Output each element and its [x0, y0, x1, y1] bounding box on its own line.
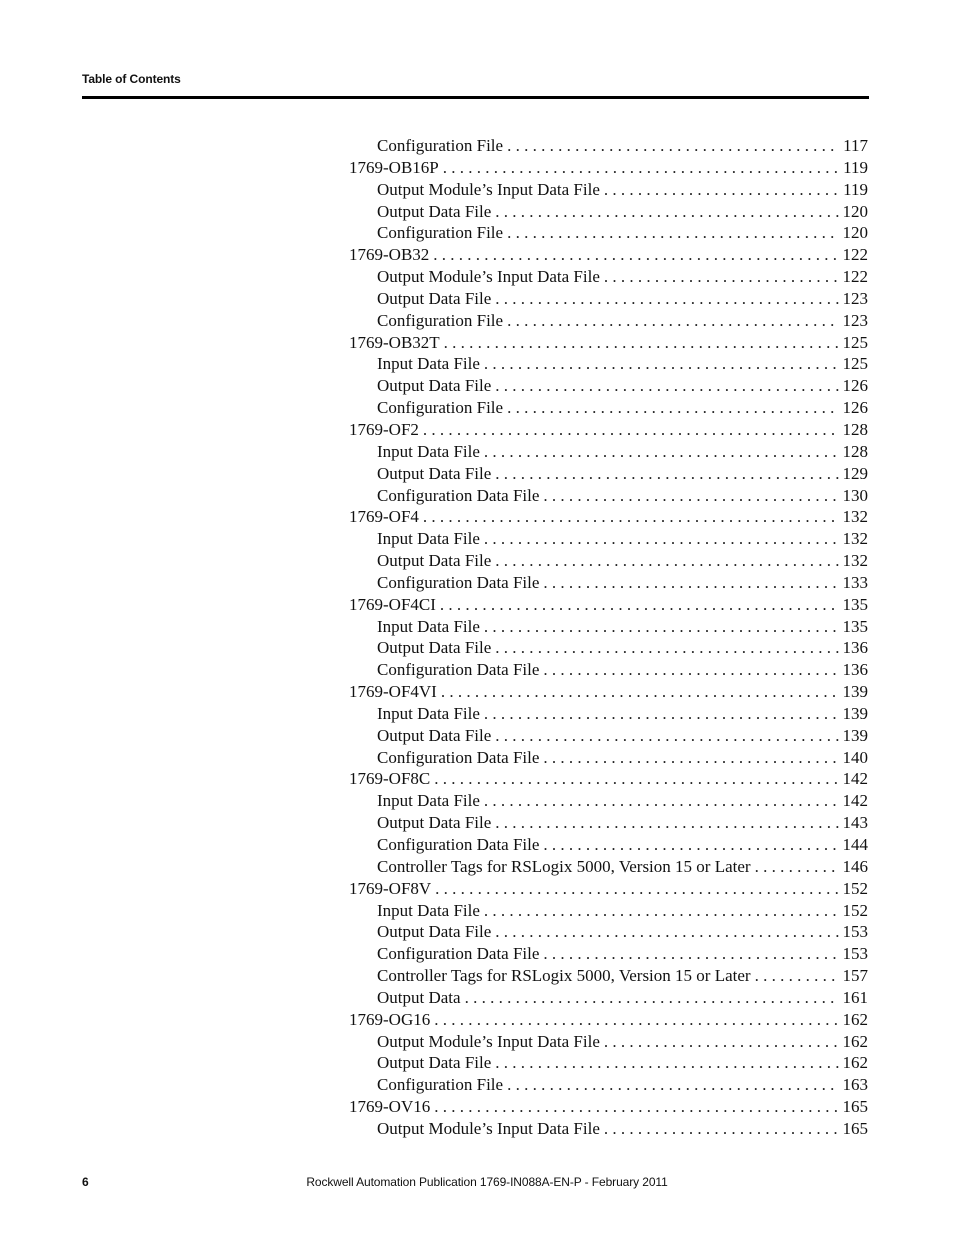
toc-entry-title: 1769-OB16P: [349, 157, 439, 177]
toc-entry-title: Controller Tags for RSLogix 5000, Version 15 or Later: [377, 856, 751, 876]
toc-dot-leader: [495, 375, 839, 397]
toc-entry-subsection[interactable]: [349, 616, 868, 638]
toc-entry-subsection[interactable]: [349, 900, 868, 922]
toc-entry-section[interactable]: [349, 157, 868, 179]
toc-entry-page: 152: [842, 878, 868, 898]
toc-entry-title: Output Data File: [377, 551, 492, 571]
toc-entry-page: 162: [842, 1053, 868, 1073]
toc-entry-title: Configuration File: [377, 310, 504, 330]
toc-entry-subsection[interactable]: [349, 659, 868, 681]
toc-dot-leader: [495, 550, 839, 572]
toc-dot-leader: [507, 1074, 839, 1096]
toc-entry-page: 132: [842, 507, 868, 527]
toc-dot-leader: [495, 921, 839, 943]
toc-entry-title: Controller Tags for RSLogix 5000, Version 15 or Later: [377, 966, 751, 986]
toc-entry-page: 135: [842, 616, 868, 636]
toc-entry-title: 1769-OF2: [349, 419, 419, 439]
toc-dot-leader: [543, 747, 839, 769]
toc-entry-subsection[interactable]: [349, 397, 868, 419]
toc-entry-subsection[interactable]: [349, 1118, 868, 1140]
toc-dot-leader: [755, 856, 839, 878]
toc-entry-subsection[interactable]: [349, 310, 868, 332]
toc-entry-page: 126: [842, 398, 868, 418]
publication-footer: Rockwell Automation Publication 1769-IN088A-EN-P - February 2011: [306, 1175, 668, 1189]
toc-entry-title: 1769-OV16: [349, 1097, 431, 1117]
toc-entry-page: 139: [842, 725, 868, 745]
toc-entry-title: Output Data File: [377, 813, 492, 833]
toc-entry-page: 142: [842, 769, 868, 789]
toc-dot-leader: [484, 616, 839, 638]
toc-entry-page: 136: [842, 660, 868, 680]
toc-entry-page: 143: [842, 813, 868, 833]
toc-dot-leader: [440, 594, 839, 616]
toc-entry-subsection[interactable]: [349, 987, 868, 1009]
toc-entry-title: Configuration File: [377, 223, 504, 243]
toc-entry-title: 1769-OG16: [349, 1009, 431, 1029]
toc-entry-page: 163: [842, 1075, 868, 1095]
toc-entry-section[interactable]: [349, 244, 868, 266]
toc-entry-subsection[interactable]: [349, 135, 868, 157]
toc-entry-title: 1769-OF4VI: [349, 682, 437, 702]
toc-dot-leader: [465, 987, 839, 1009]
toc-dot-leader: [484, 441, 839, 463]
toc-dot-leader: [484, 528, 839, 550]
toc-entry-page: 119: [843, 157, 868, 177]
toc-dot-leader: [604, 1118, 839, 1140]
toc-entry-page: 125: [842, 332, 868, 352]
toc-entry-title: Output Data File: [377, 1053, 492, 1073]
toc-dot-leader: [495, 812, 839, 834]
toc-entry-page: 129: [842, 463, 868, 483]
toc-entry-page: 140: [842, 747, 868, 767]
toc-entry-subsection[interactable]: [349, 834, 868, 856]
toc-dot-leader: [543, 485, 839, 507]
toc-entry-section[interactable]: [349, 681, 868, 703]
toc-entry-page: 133: [842, 572, 868, 592]
toc-entry-title: Configuration Data File: [377, 485, 540, 505]
page-number: 6: [82, 1175, 89, 1189]
toc-entry-subsection[interactable]: [349, 921, 868, 943]
toc-entry-title: 1769-OF8V: [349, 878, 432, 898]
toc-dot-leader: [507, 310, 839, 332]
toc-entry-subsection[interactable]: [349, 856, 868, 878]
toc-entry-section[interactable]: [349, 506, 868, 528]
toc-entry-section[interactable]: [349, 768, 868, 790]
toc-dot-leader: [434, 768, 839, 790]
toc-entry-page: 146: [842, 856, 868, 876]
toc-dot-leader: [433, 244, 839, 266]
toc-entry-page: 122: [842, 245, 868, 265]
toc-dot-leader: [434, 1009, 839, 1031]
toc-entry-subsection[interactable]: [349, 179, 868, 201]
toc-entry-title: Output Data File: [377, 725, 492, 745]
toc-entry-title: Output Data File: [377, 463, 492, 483]
toc-dot-leader: [543, 834, 839, 856]
toc-entry-title: Configuration Data File: [377, 835, 540, 854]
toc-dot-leader: [484, 790, 839, 812]
toc-entry-subsection[interactable]: [349, 266, 868, 288]
toc-entry-subsection[interactable]: [349, 965, 868, 987]
toc-entry-subsection[interactable]: [349, 528, 868, 550]
toc-entry-title: 1769-OF4: [349, 507, 419, 527]
toc-entry-subsection[interactable]: [349, 790, 868, 812]
toc-entry-title: Output Data File: [377, 376, 492, 396]
toc-dot-leader: [495, 637, 839, 659]
toc-entry-title: Input Data File: [377, 791, 480, 811]
toc-entry-title: Output Data File: [377, 638, 492, 658]
toc-entry-title: Output Data: [377, 987, 461, 1007]
toc-dot-leader: [444, 332, 839, 354]
toc-entry-page: 119: [843, 179, 868, 199]
toc-entry-subsection[interactable]: [349, 1031, 868, 1053]
toc-dot-leader: [435, 878, 839, 900]
toc-entry-subsection[interactable]: [349, 747, 868, 769]
toc-entry-page: 161: [842, 987, 868, 1007]
toc-entry-page: 139: [842, 682, 868, 702]
toc-dot-leader: [484, 703, 839, 725]
toc-entry-page: 123: [842, 288, 868, 308]
toc-dot-leader: [495, 288, 839, 310]
toc-entry-subsection[interactable]: [349, 375, 868, 397]
toc-dot-leader: [755, 965, 839, 987]
toc-entry-page: 157: [842, 966, 868, 986]
toc-entry-subsection[interactable]: [349, 353, 868, 375]
toc-dot-leader: [434, 1096, 839, 1118]
toc-entry-page: 132: [842, 551, 868, 571]
toc-entry-section[interactable]: [349, 1009, 868, 1031]
toc-entry-page: 136: [842, 638, 868, 658]
toc-entry-subsection[interactable]: [349, 1074, 868, 1096]
toc-entry-page: 162: [842, 1009, 868, 1029]
toc-dot-leader: [441, 681, 839, 703]
toc-entry-title: Output Module’s Input Data File: [377, 179, 600, 199]
toc-dot-leader: [484, 900, 839, 922]
toc-entry-section[interactable]: [349, 332, 868, 354]
toc-dot-leader: [507, 397, 839, 419]
toc-entry-title: Configuration File: [377, 1075, 504, 1095]
toc-entry-page: 153: [842, 922, 868, 942]
toc-dot-leader: [495, 463, 839, 485]
toc-entry-title: Input Data File: [377, 354, 480, 374]
toc-dot-leader: [507, 222, 839, 244]
toc-entry-title: 1769-OF8C: [349, 769, 431, 789]
toc-entry-title: Output Module’s Input Data File: [377, 1031, 600, 1051]
toc-entry-page: 130: [842, 485, 868, 505]
toc-entry-title: Output Data File: [377, 201, 492, 221]
toc-entry-page: 152: [842, 900, 868, 920]
toc-dot-leader: [543, 943, 839, 965]
toc-entry-subsection[interactable]: [349, 943, 868, 965]
toc-entry-title: Configuration Data File: [377, 944, 540, 964]
header-rule: [82, 96, 869, 99]
toc-entry-page: 117: [843, 136, 868, 155]
toc-entry-title: Input Data File: [377, 900, 480, 920]
toc-entry-subsection[interactable]: [349, 812, 868, 834]
toc-entry-title: Input Data File: [377, 529, 480, 549]
toc-dot-leader: [484, 353, 839, 375]
toc-dot-leader: [604, 1031, 839, 1053]
toc-entry-page: 123: [842, 310, 868, 330]
toc-dot-leader: [543, 659, 839, 681]
toc-entry-page: 142: [842, 791, 868, 811]
toc-entry-page: 128: [842, 419, 868, 439]
toc-entry-page: 165: [842, 1118, 868, 1138]
toc-entry-title: Configuration Data File: [377, 660, 540, 680]
toc-entry-subsection[interactable]: [349, 485, 868, 507]
toc-entry-title: Input Data File: [377, 703, 480, 723]
toc-entry-title: Output Module’s Input Data File: [377, 1118, 600, 1138]
table-of-contents: [349, 135, 868, 1140]
toc-entry-page: 132: [842, 529, 868, 549]
toc-dot-leader: [423, 506, 839, 528]
toc-entry-page: 139: [842, 703, 868, 723]
toc-entry-title: Input Data File: [377, 616, 480, 636]
running-head-title: Table of Contents: [82, 72, 181, 86]
toc-entry-page: 120: [842, 201, 868, 221]
toc-entry-subsection[interactable]: [349, 725, 868, 747]
toc-dot-leader: [495, 201, 839, 223]
toc-entry-section[interactable]: [349, 1096, 868, 1118]
toc-entry-subsection[interactable]: [349, 1052, 868, 1074]
toc-entry-page: 165: [842, 1097, 868, 1117]
toc-dot-leader: [543, 572, 839, 594]
toc-entry-page: 162: [842, 1031, 868, 1051]
toc-entry-title: Output Data File: [377, 922, 492, 942]
toc-entry-section[interactable]: [349, 594, 868, 616]
toc-entry-subsection[interactable]: [349, 637, 868, 659]
toc-entry-subsection[interactable]: [349, 441, 868, 463]
toc-entry-section[interactable]: [349, 419, 868, 441]
toc-entry-title: Output Data File: [377, 288, 492, 308]
toc-entry-subsection[interactable]: [349, 288, 868, 310]
toc-entry-page: 122: [842, 267, 868, 287]
toc-entry-title: Configuration File: [377, 136, 504, 155]
toc-entry-title: Configuration Data File: [377, 572, 540, 592]
toc-entry-page: 126: [842, 376, 868, 396]
toc-entry-page: 128: [842, 441, 868, 461]
toc-entry-section[interactable]: [349, 878, 868, 900]
toc-entry-title: 1769-OF4CI: [349, 594, 436, 614]
toc-dot-leader: [443, 157, 839, 179]
toc-entry-title: 1769-OB32: [349, 245, 430, 265]
toc-entry-subsection[interactable]: [349, 703, 868, 725]
toc-entry-page: 125: [842, 354, 868, 374]
toc-entry-title: Configuration File: [377, 398, 504, 418]
toc-entry-title: Input Data File: [377, 441, 480, 461]
toc-entry-title: 1769-OB32T: [349, 332, 440, 352]
toc-entry-subsection[interactable]: [349, 222, 868, 244]
toc-entry-page: 135: [842, 594, 868, 614]
toc-dot-leader: [423, 419, 839, 441]
toc-dot-leader: [604, 179, 839, 201]
toc-entry-title: Output Module’s Input Data File: [377, 267, 600, 287]
toc-entry-subsection[interactable]: [349, 572, 868, 594]
toc-entry-subsection[interactable]: [349, 463, 868, 485]
toc-dot-leader: [507, 135, 839, 157]
toc-entry-title: Configuration Data File: [377, 747, 540, 767]
toc-entry-page: 144: [842, 835, 868, 854]
toc-dot-leader: [495, 1052, 839, 1074]
toc-dot-leader: [604, 266, 839, 288]
toc-dot-leader: [495, 725, 839, 747]
toc-entry-subsection[interactable]: [349, 550, 868, 572]
toc-entry-page: 120: [842, 223, 868, 243]
toc-entry-page: 153: [842, 944, 868, 964]
toc-entry-subsection[interactable]: [349, 201, 868, 223]
